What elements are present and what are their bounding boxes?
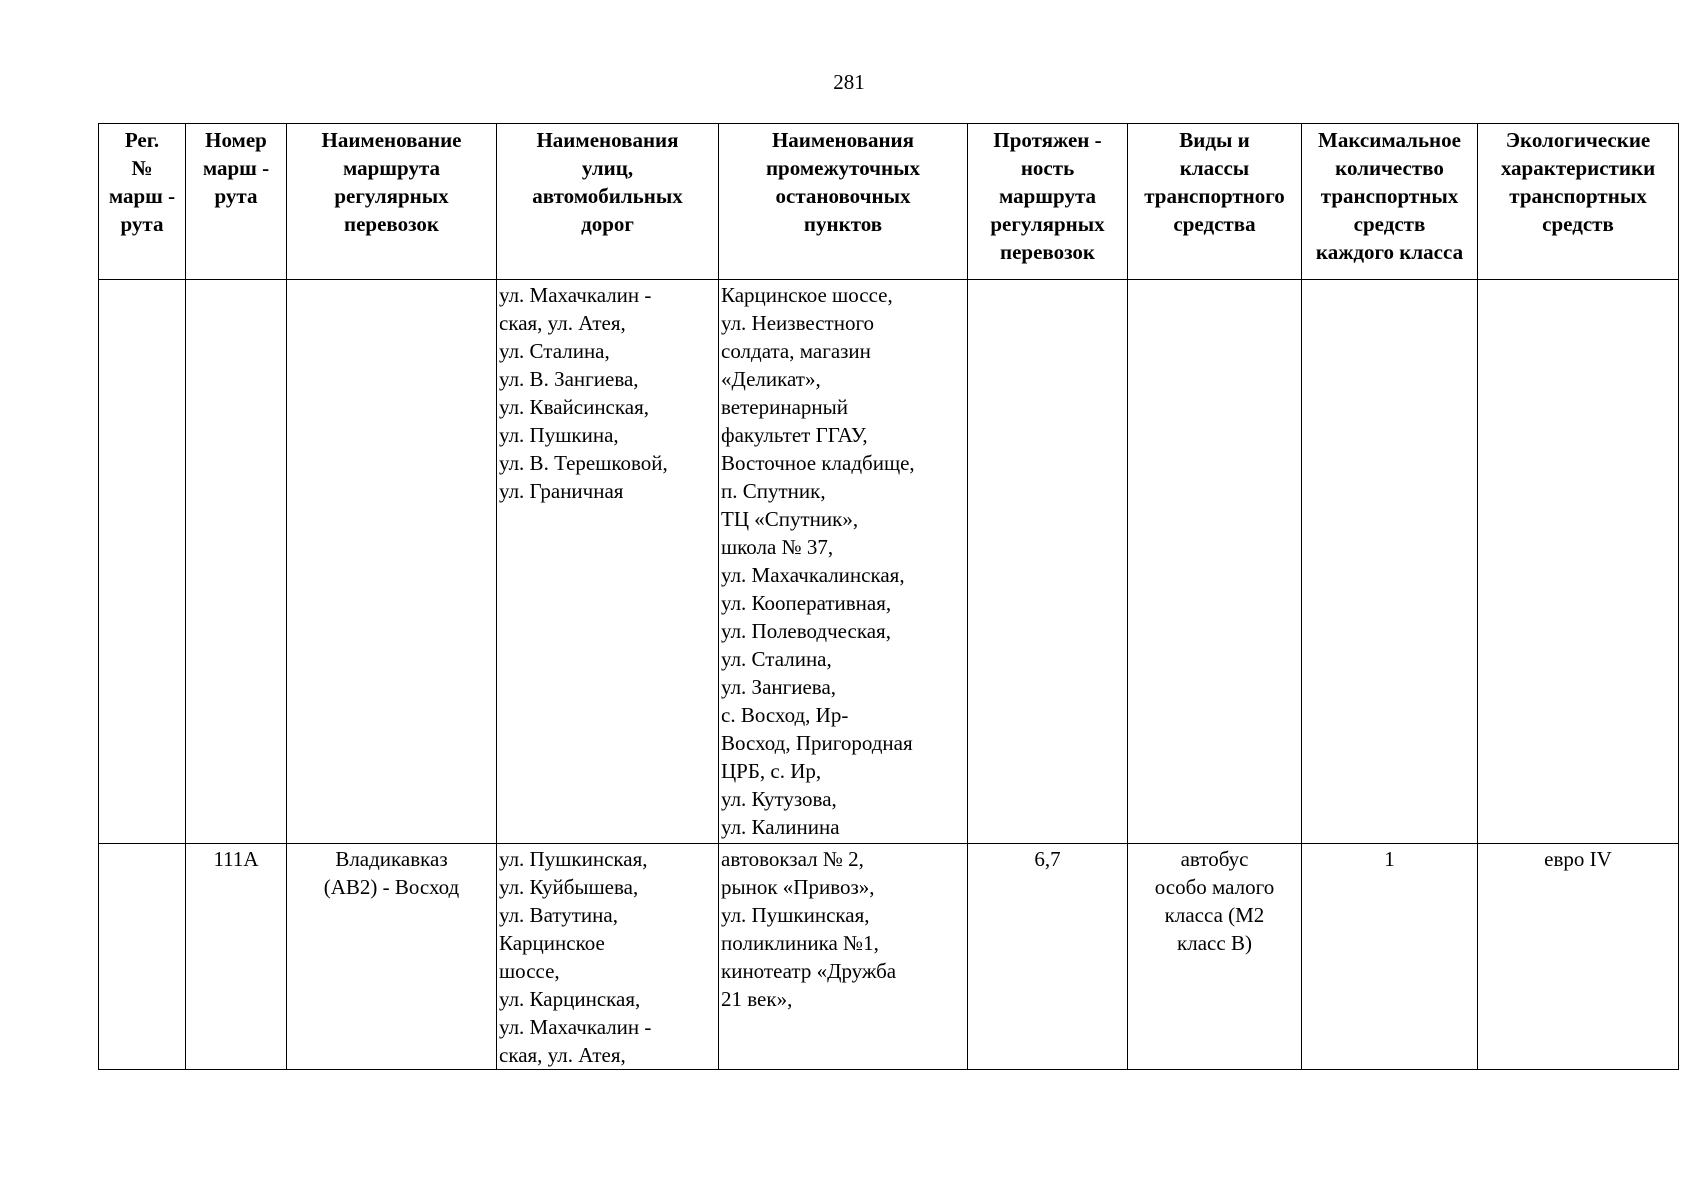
cell-text-line: средства [1173,212,1256,236]
cell-max-vehicles [1302,280,1478,844]
cell-text-line: школа № 37, [721,535,834,559]
cell-text-line: ул. Полеводческая, [721,619,891,643]
cell-text-line: кинотеатр «Дружба [721,959,897,983]
cell-stops [719,280,968,844]
cell-text-line: средств [1353,212,1426,236]
cell-text-line: шоссе, [499,959,560,983]
table-header-row [99,124,1679,280]
cell-reg-no [99,280,186,844]
cell-text-line: Виды и [1179,128,1250,152]
cell-text-line: регулярных [334,184,449,208]
cell-text-line: № [131,156,153,180]
cell-text-line: маршрута [998,184,1097,208]
cell-text-line: средств [1542,212,1614,236]
header-route-no [186,124,287,280]
cell-text-line: ул. Кутузова, [721,787,837,811]
cell-text-line: маршрута [342,156,441,180]
cell-streets [497,844,719,1070]
cell-text-line: улиц, [581,156,634,180]
cell-text-line: 6,7 [1034,847,1061,871]
cell-text-line: 1 [1384,847,1395,871]
header-streets [497,124,719,280]
cell-text-line: Максимальное [1318,128,1461,152]
page-number: 281 [833,70,865,94]
cell-text-line: автобус [1180,847,1249,871]
cell-text-line: ность [1020,156,1075,180]
cell-text-line: ТЦ «Спутник», [721,507,859,531]
cell-text-line: ул. Ватутина, [499,903,618,927]
table-row [99,844,1679,1070]
cell-text-line: ул. Граничная [499,479,624,503]
cell-text-line: рынок «Привоз», [721,875,875,899]
cell-text-line: факультет ГГАУ, [721,423,868,447]
cell-text-line: регулярных [990,212,1105,236]
header-reg-no [99,124,186,280]
cell-text-line: ул. Махачкалин - [499,283,652,307]
cell-text-line: особо малого [1154,875,1275,899]
cell-text-line: ул. Куйбышева, [499,875,639,899]
cell-text-line: класс В) [1177,931,1252,955]
cell-text-line: транспортных [1320,184,1459,208]
cell-text-line: марш - [108,184,176,208]
cell-text-line: Восход, Пригородная [721,731,913,755]
cell-length [968,280,1128,844]
cell-text-line: Наименования [771,128,915,152]
cell-text-line: ул. Пушкинская, [721,903,870,927]
cell-route-no [186,280,287,844]
cell-text-line: характеристики [1500,156,1656,180]
cell-text-line: Экологические [1505,128,1651,152]
header-vehicle-type [1128,124,1302,280]
header-eco [1478,124,1679,280]
header-max-vehicles [1302,124,1478,280]
cell-text-line: ул. Зангиева, [721,675,837,699]
cell-text-line: ул. Карцинская, [499,987,641,1011]
cell-vehicle-type [1128,844,1302,1070]
cell-streets [497,280,719,844]
cell-text-line: «Деликат», [721,367,821,391]
cell-text-line: ул. Неизвестного [721,311,875,335]
cell-text-line: Наименования [536,128,679,152]
cell-text-line: Восточное кладбище, [721,451,915,475]
cell-text-line: ул. Сталина, [499,339,610,363]
cell-text-line: Рег. [124,128,160,152]
cell-text-line: ул. Пушкинская, [499,847,648,871]
cell-text-line: классы [1179,156,1250,180]
cell-text-line: количество [1335,156,1444,180]
cell-text-line: поликлиника №1, [721,931,879,955]
cell-vehicle-type [1128,280,1302,844]
cell-text-line: ул. Пушкина, [499,423,619,447]
header-route-name [287,124,497,280]
cell-text-line: промежуточных [765,156,921,180]
cell-text-line: перевозок [999,240,1096,264]
cell-eco [1478,280,1679,844]
cell-text-line: Карцинское шоссе, [721,283,893,307]
cell-text-line: ул. Сталина, [721,647,832,671]
cell-text-line: дорог [581,212,634,236]
cell-text-line: ул. В. Терешковой, [499,451,668,475]
cell-text-line: Владикавказ [335,847,448,871]
cell-text-line: Наименование [321,128,462,152]
cell-text-line: транспортных [1509,184,1647,208]
cell-text-line: ул. Калинина [721,815,840,839]
cell-stops [719,844,968,1070]
cell-text-line: ул. В. Зангиева, [499,367,639,391]
cell-text-line: ская, ул. Атея, [499,311,626,335]
cell-reg-no [99,844,186,1070]
cell-text-line: рута [120,212,164,236]
cell-text-line: Протяжен - [993,128,1102,152]
cell-eco [1478,844,1679,1070]
cell-max-vehicles [1302,844,1478,1070]
cell-text-line: солдата, магазин [721,339,871,363]
cell-route-no [186,844,287,1070]
cell-text-line: Карцинское [499,931,605,955]
cell-text-line: евро IV [1544,847,1612,871]
cell-text-line: перевозок [343,212,440,236]
cell-text-line: Номер [205,128,267,152]
cell-text-line: п. Спутник, [721,479,826,503]
cell-route-name [287,844,497,1070]
header-stops [719,124,968,280]
cell-text-line: автомобильных [532,184,683,208]
cell-text-line: марш - [202,156,270,180]
cell-text-line: ЦРБ, с. Ир, [721,759,822,783]
cell-length [968,844,1128,1070]
cell-text-line: ул. Махачкалин - [499,1015,652,1039]
cell-text-line: ская, ул. Атея, [499,1043,626,1067]
cell-text-line: (АВ2) - Восход [323,875,460,899]
cell-text-line: 21 век», [721,987,793,1011]
cell-text-line: ул. Квайсинская, [499,395,649,419]
cell-text-line: 111А [213,847,259,871]
cell-text-line: ветеринарный [721,395,848,419]
cell-text-line: с. Восход, Ир- [721,703,849,727]
routes-table [98,123,1679,1070]
cell-text-line: пунктов [803,212,883,236]
cell-text-line: остановочных [775,184,911,208]
cell-route-name [287,280,497,844]
cell-text-line: ул. Кооперативная, [721,591,892,615]
table-row [99,280,1679,844]
cell-text-line: каждого класса [1315,240,1464,264]
cell-text-line: автовокзал № 2, [721,847,864,871]
cell-text-line: ул. Махачкалинская, [721,563,905,587]
cell-text-line: транспортного [1144,184,1285,208]
header-length [968,124,1128,280]
cell-text-line: класса (М2 [1164,903,1265,927]
cell-text-line: рута [214,184,258,208]
